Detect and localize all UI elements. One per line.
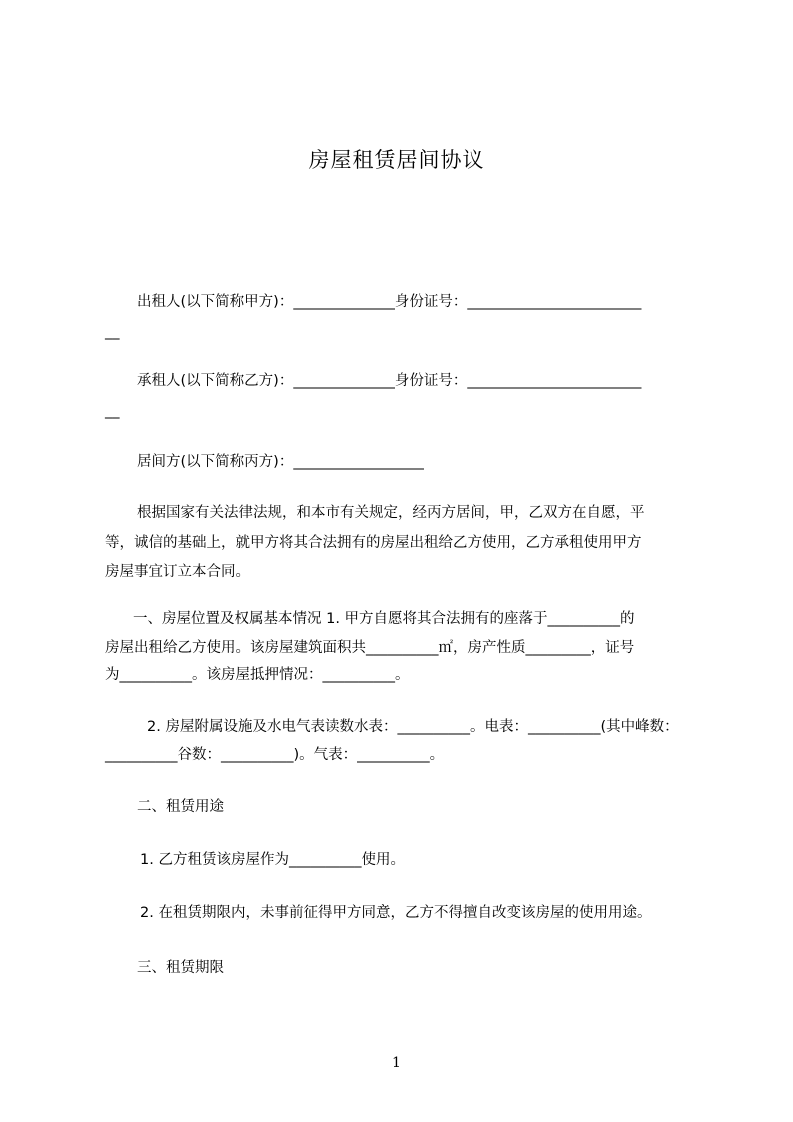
section-1-line-2: 房屋出租给乙方使用。该房屋建筑面积共__________㎡，房产性质_________，证号 bbox=[105, 640, 635, 656]
lessee-line: 承租人(以下简称乙方)：______________身份证号：________________________ bbox=[137, 373, 642, 389]
section-2-heading: 二、租赁用途 bbox=[137, 799, 224, 815]
section-1-line-1: 一、房屋位置及权属基本情况 1. 甲方自愿将其合法拥有的座落于__________的 bbox=[133, 611, 635, 627]
page-number: 1 bbox=[392, 1055, 401, 1071]
document-title: 房屋租赁居间协议 bbox=[308, 148, 485, 172]
usage-clause-1: 1. 乙方租赁该房屋作为__________使用。 bbox=[140, 852, 405, 868]
preamble-line-3: 房屋事宜订立本合同。 bbox=[105, 564, 250, 580]
preamble-line-2: 等，诚信的基础上，就甲方将其合法拥有的房屋出租给乙方使用，乙方承租使用甲方 bbox=[105, 535, 642, 551]
section-3-heading: 三、租赁期限 bbox=[137, 960, 224, 976]
preamble-line-1: 根据国家有关法律法规，和本市有关规定，经丙方居间，甲，乙双方在自愿，平 bbox=[137, 505, 645, 521]
lessee-line-continuation: __ bbox=[105, 403, 120, 419]
meter-readings-line-2: __________谷数：__________)。气表：__________。 bbox=[105, 747, 445, 763]
lessor-line: 出租人(以下简称甲方)：______________身份证号：________________________ bbox=[137, 294, 642, 310]
lessor-line-continuation: __ bbox=[105, 324, 120, 340]
usage-clause-2: 2. 在租赁期限内，未事前征得甲方同意，乙方不得擅自改变该房屋的使用用途。 bbox=[140, 905, 652, 921]
section-1-line-3: 为__________。该房屋抵押情况：__________。 bbox=[105, 667, 410, 683]
meter-readings-line-1: 2. 房屋附属设施及水电气表读数水表：__________。电表：__________(其中峰数： bbox=[147, 719, 679, 735]
intermediary-line: 居间方(以下简称丙方)：__________________ bbox=[137, 454, 424, 470]
